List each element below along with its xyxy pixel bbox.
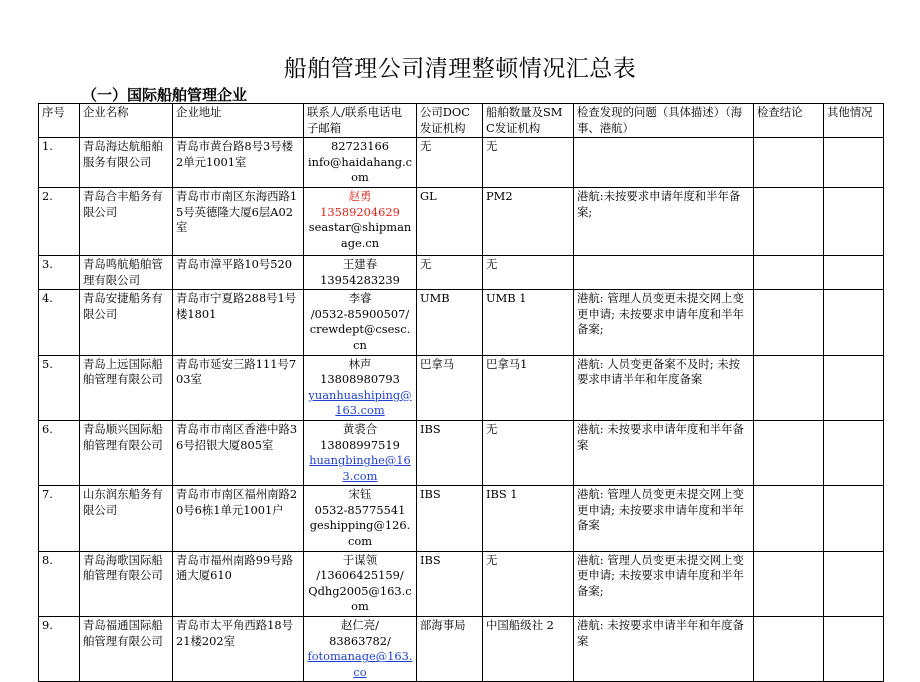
header-doc: 公司DOC发证机构 (417, 104, 483, 138)
table-row (39, 187, 884, 255)
contact-phone: /0532-85900507/ (310, 306, 410, 321)
contact-phone: 13808997519 (320, 437, 400, 452)
cell-conclusion (754, 138, 824, 188)
cell-issues: 港航: 未按要求申请年度和半年备案 (574, 420, 754, 485)
cell-issues (574, 255, 754, 289)
contact-phone: 82723166 (331, 139, 389, 154)
cell-address: 青岛市福州南路99号路通大厦610 (173, 551, 304, 616)
cell-doc: 无 (417, 138, 483, 188)
cell-contact (304, 187, 417, 255)
table-row (39, 486, 884, 551)
cell-other (824, 420, 884, 485)
cell-no: 8. (39, 551, 80, 616)
cell-address: 青岛市市南区东海西路15号英德隆大厦6层A02室 (173, 187, 304, 255)
cell-name: 青岛福通国际船舶管理有限公司 (80, 617, 173, 682)
header-other: 其他情况 (824, 104, 884, 138)
cell-other (824, 138, 884, 188)
cell-other (824, 551, 884, 616)
table-row (39, 420, 884, 485)
cell-no: 6. (39, 420, 80, 485)
cell-contact (304, 355, 417, 420)
contact-person: 王建春 (342, 256, 378, 271)
contact-email[interactable]: fotomanage@163.co (307, 649, 413, 679)
header-name: 企业名称 (80, 104, 173, 138)
contact-email[interactable]: crewdept@csesc.cn (309, 322, 411, 352)
cell-ships: 无 (483, 551, 574, 616)
table-row (39, 255, 884, 289)
table-row (39, 355, 884, 420)
cell-no: 4. (39, 290, 80, 355)
cell-doc: IBS (417, 551, 483, 616)
cell-name: 青岛合丰船务有限公司 (80, 187, 173, 255)
section-title: （一）国际船舶管理企业 (82, 86, 248, 104)
cell-doc: 无 (417, 255, 483, 289)
cell-doc: GL (417, 187, 483, 255)
table-row (39, 617, 884, 682)
contact-email[interactable]: seastar@shipmanage.cn (308, 220, 412, 250)
cell-other (824, 355, 884, 420)
cell-conclusion (754, 551, 824, 616)
table-row (39, 551, 884, 616)
contact-phone: /13606425159/ (316, 568, 404, 583)
cell-address: 青岛市市南区香港中路36号招银大厦805室 (173, 420, 304, 485)
header-row (39, 104, 884, 138)
cell-issues: 港航: 管理人员变更未提交网上变更申请; 未按要求申请年度和半年备案; (574, 290, 754, 355)
header-conclusion: 检查结论 (754, 104, 824, 138)
cell-name: 青岛海达航船舶服务有限公司 (80, 138, 173, 188)
header-address: 企业地址 (173, 104, 304, 138)
contact-person: 于谋领 (342, 552, 378, 567)
contact-phone: 13808980793 (320, 372, 400, 387)
cell-contact (304, 420, 417, 485)
cell-contact (304, 255, 417, 289)
cell-address: 青岛市市南区福州南路20号6栋1单元1001户 (173, 486, 304, 551)
contact-email[interactable]: huangbinghe@163.com (309, 453, 411, 483)
cell-ships: 无 (483, 255, 574, 289)
cell-conclusion (754, 255, 824, 289)
cell-name: 青岛上远国际船舶管理有限公司 (80, 355, 173, 420)
cell-other (824, 255, 884, 289)
contact-email[interactable]: yuanhuashiping@163.com (308, 387, 412, 418)
header-contact: 联系人/联系电话电子邮箱 (304, 104, 417, 138)
cell-address: 青岛市宁夏路288号1号楼1801 (173, 290, 304, 355)
cell-issues: 港航: 人员变更备案不及时; 未按要求申请半年和年度备案 (574, 355, 754, 420)
cell-contact (304, 290, 417, 355)
cell-doc: 巴拿马 (417, 355, 483, 420)
contact-phone: 83863782/ (329, 633, 391, 648)
cell-conclusion (754, 187, 824, 255)
cell-no: 1. (39, 138, 80, 188)
contact-email[interactable]: info@haidahang.com (307, 154, 413, 185)
cell-address: 青岛市太平角西路18号21楼202室 (173, 617, 304, 682)
cell-conclusion (754, 420, 824, 485)
contact-phone: 0532-85775541 (314, 502, 406, 517)
cell-address: 青岛市漳平路10号520 (173, 255, 304, 289)
cell-ships: 中国船级社 2 (483, 617, 574, 682)
cell-no: 7. (39, 486, 80, 551)
cell-issues: 港航: 未按要求申请半年和年度备案 (574, 617, 754, 682)
cell-name: 青岛安捷船务有限公司 (80, 290, 173, 355)
cell-conclusion (754, 617, 824, 682)
cell-contact (304, 551, 417, 616)
cell-ships: 无 (483, 138, 574, 188)
contact-person: 林声 (348, 356, 372, 371)
cell-other (824, 617, 884, 682)
cell-contact (304, 486, 417, 551)
header-issues: 检查发现的问题（具体描述）（海事、港航） (574, 104, 754, 138)
page-title: 船舶管理公司清理整顿情况汇总表 (283, 56, 637, 82)
cell-conclusion (754, 355, 824, 420)
cell-conclusion (754, 486, 824, 551)
cell-no: 9. (39, 617, 80, 682)
cell-issues: 港航: 管理人员变更未提交网上变更申请; 未按要求申请年度和半年备案 (574, 486, 754, 551)
cell-name: 青岛顺兴国际船舶管理有限公司 (80, 420, 173, 485)
table-row (39, 290, 884, 355)
cell-other (824, 290, 884, 355)
contact-person: 宋钰 (348, 487, 372, 502)
cell-conclusion (754, 290, 824, 355)
cell-address: 青岛市黄台路8号3号楼2单元1001室 (173, 138, 304, 188)
cell-no: 3. (39, 255, 80, 289)
contact-phone: 13589204629 (320, 204, 400, 219)
cell-name: 青岛鸣航船舶管理有限公司 (80, 255, 173, 289)
contact-person: 黄裘合 (342, 421, 378, 436)
cell-ships: IBS 1 (483, 486, 574, 551)
cell-doc: IBS (417, 486, 483, 551)
contact-phone: 13954283239 (320, 272, 400, 287)
cell-other (824, 187, 884, 255)
cell-other (824, 486, 884, 551)
cell-ships: UMB 1 (483, 290, 574, 355)
cell-issues: 港航:未按要求申请年度和半年备案; (574, 187, 754, 255)
cell-doc: IBS (417, 420, 483, 485)
contact-person: 赵勇 (348, 188, 372, 203)
cell-doc: UMB (417, 290, 483, 355)
cell-contact (304, 617, 417, 682)
cell-issues: 港航: 管理人员变更未提交网上变更申请; 未按要求申请年度和半年备案; (574, 551, 754, 616)
cell-contact (304, 138, 417, 188)
contact-person: 李睿 (348, 291, 372, 306)
cell-doc: 部海事局 (417, 617, 483, 682)
table-row (39, 138, 884, 188)
contact-person: 赵仁亮/ (340, 618, 379, 633)
cell-issues (574, 138, 754, 188)
contact-email[interactable]: geshipping@126.com (309, 518, 411, 549)
cell-address: 青岛市延安三路111号703室 (173, 355, 304, 420)
cell-ships: PM2 (483, 187, 574, 255)
contact-email[interactable]: Qdhg2005@163.com (308, 583, 412, 614)
cell-name: 青岛海歌国际船舶管理有限公司 (80, 551, 173, 616)
cell-no: 2. (39, 187, 80, 255)
header-ships: 船舶数量及SMC发证机构 (483, 104, 574, 138)
cell-name: 山东润东船务有限公司 (80, 486, 173, 551)
cell-no: 5. (39, 355, 80, 420)
cell-ships: 巴拿马1 (483, 355, 574, 420)
summary-table (38, 103, 884, 682)
cell-ships: 无 (483, 420, 574, 485)
header-no: 序号 (39, 104, 80, 138)
